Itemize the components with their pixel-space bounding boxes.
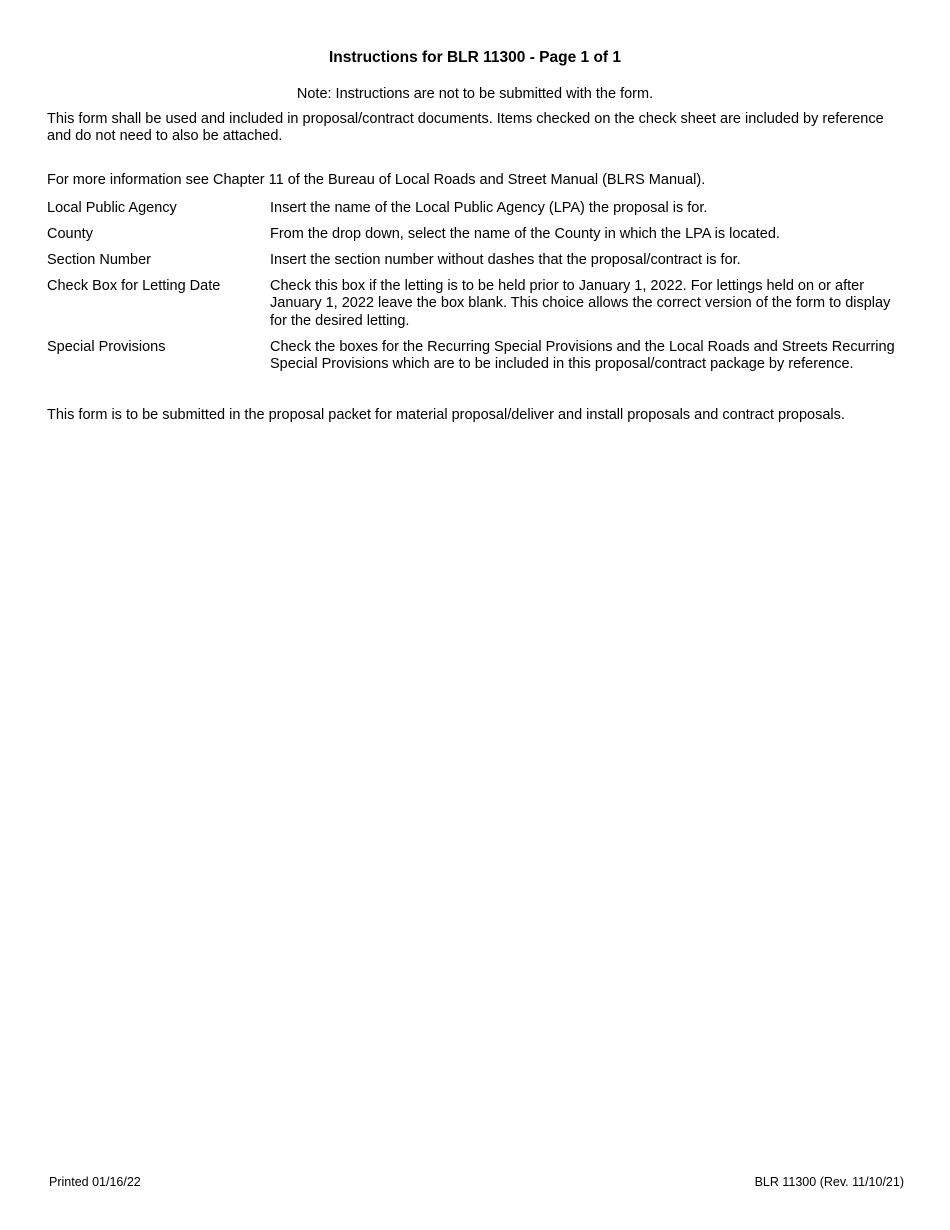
field-description: Insert the section number without dashes that the proposal/contract is for.	[270, 252, 741, 268]
instruction-row	[47, 278, 907, 330]
instruction-row	[47, 200, 907, 217]
submission-note: Note: Instructions are not to be submitted with the form.	[296, 86, 654, 102]
printed-date: Printed 01/16/22	[49, 1175, 141, 1189]
field-description: Check the boxes for the Recurring Special Provisions and the Local Roads and Streets Recurring Special Provisions which are to be included in this proposal/contract package by reference.	[270, 338, 895, 373]
instructions-table	[47, 200, 907, 382]
instruction-row	[47, 339, 907, 374]
field-name: Special Provisions	[47, 338, 166, 355]
field-name: Local Public Agency	[47, 200, 177, 216]
form-revision: BLR 11300 (Rev. 11/10/21)	[754, 1175, 904, 1189]
instruction-row	[47, 252, 907, 269]
intro-paragraph: This form shall be used and included in proposal/contract documents. Items checked on the check sheet are included by reference and do not need to also be attached.	[47, 111, 884, 145]
field-name: Section Number	[47, 252, 151, 268]
field-name: County	[47, 226, 93, 242]
closing-paragraph: This form is to be submitted in the proposal packet for material proposal/deliver and install proposals and contract proposals.	[47, 407, 845, 423]
field-name: Check Box for Letting Date	[47, 278, 221, 294]
field-description: Insert the name of the Local Public Agency (LPA) the proposal is for.	[270, 200, 708, 216]
page-title: Instructions for BLR 11300 - Page 1 of 1	[329, 49, 621, 66]
more-info-paragraph: For more information see Chapter 11 of the Bureau of Local Roads and Street Manual (BLRS Manual).	[47, 172, 706, 188]
field-description: From the drop down, select the name of the County in which the LPA is located.	[270, 226, 780, 242]
field-description: Check this box if the letting is to be held prior to January 1, 2022. For lettings held on or after January 1, 2022 leave the box blank. This choice allows the correct version of the form to display for the desired letting.	[270, 278, 891, 329]
instruction-row	[47, 226, 907, 243]
